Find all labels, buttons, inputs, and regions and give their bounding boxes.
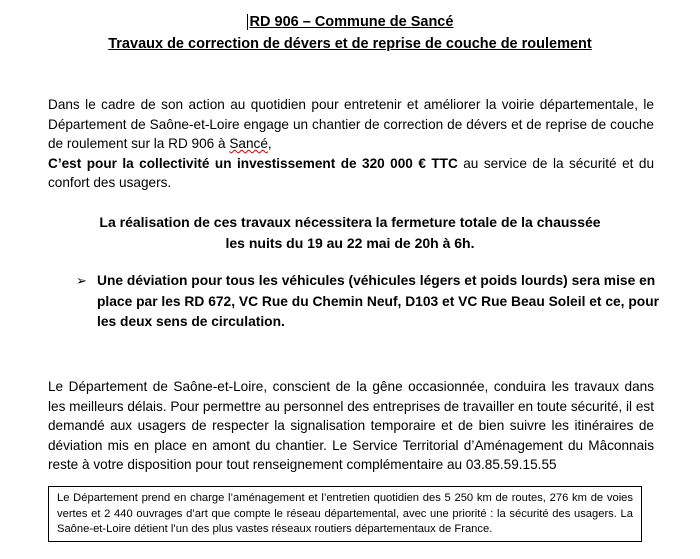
spellcheck-word-sance: Sancé: [229, 136, 268, 151]
info-paragraph: Le Département de Saône-et-Loire, conscient de la gêne occasionnée, conduira les travaux dans les meilleurs délais. Pour permettre au personnel des entreprises de travailler en toute sécurité, il est demandé aux usagers de respecter la signalisation temporaire et de bien suivre les itinéraires de déviation mis en place en amont du chantier. Le Service Territorial d’Aménagement du Mâconnais reste à votre disposition pour tout renseignement complémentaire au 03.85.59.15.55: [48, 379, 654, 472]
investment-statement: C’est pour la collectivité un investissement de 320 000 € TTC: [48, 155, 458, 171]
document-title: RD 906 – Commune de Sancé: [0, 14, 700, 30]
document-subtitle: Travaux de correction de dévers et de reprise de couche de roulement: [108, 36, 592, 52]
deviation-text: Une déviation pour tous les véhicules (véhicules légers et poids lourds) sera mise en place par les RD 672, VC Rue du Chemin Neuf, D103 et VC Rue Beau Soleil et ce, pour les deux sens de circulation.: [97, 273, 660, 329]
department-info-box: Le Département prend en charge l’aménagement et l’entretien quotidien des 5 250 km de routes, 276 km de voies vertes et 2 440 ouvrages d’art que compte le réseau départemental, avec une priorité : la sécurité des usagers. La Saône-et-Loire détient l’un des plus vastes réseaux routiers départementaux de France.: [48, 486, 642, 542]
deviation-bullet: [76, 271, 666, 333]
intro-paragraph: Dans le cadre de son action au quotidien pour entretenir et améliorer la voirie départementale, le Département de Saône-et-Loire engage un chantier de correction de dévers et de reprise de couche de roulement sur la RD 906 à Sancé, C’est pour la collectivité un investissement de 320 000 € TTC au service de la sécurité et du confort des usagers.: [48, 97, 654, 190]
road-closure-notice: La réalisation de ces travaux nécessitera la fermeture totale de la chaussée les nuits du 19 au 22 mai de 20h à 6h.: [99, 214, 601, 251]
arrow-bullet-icon: ➢: [76, 273, 87, 288]
